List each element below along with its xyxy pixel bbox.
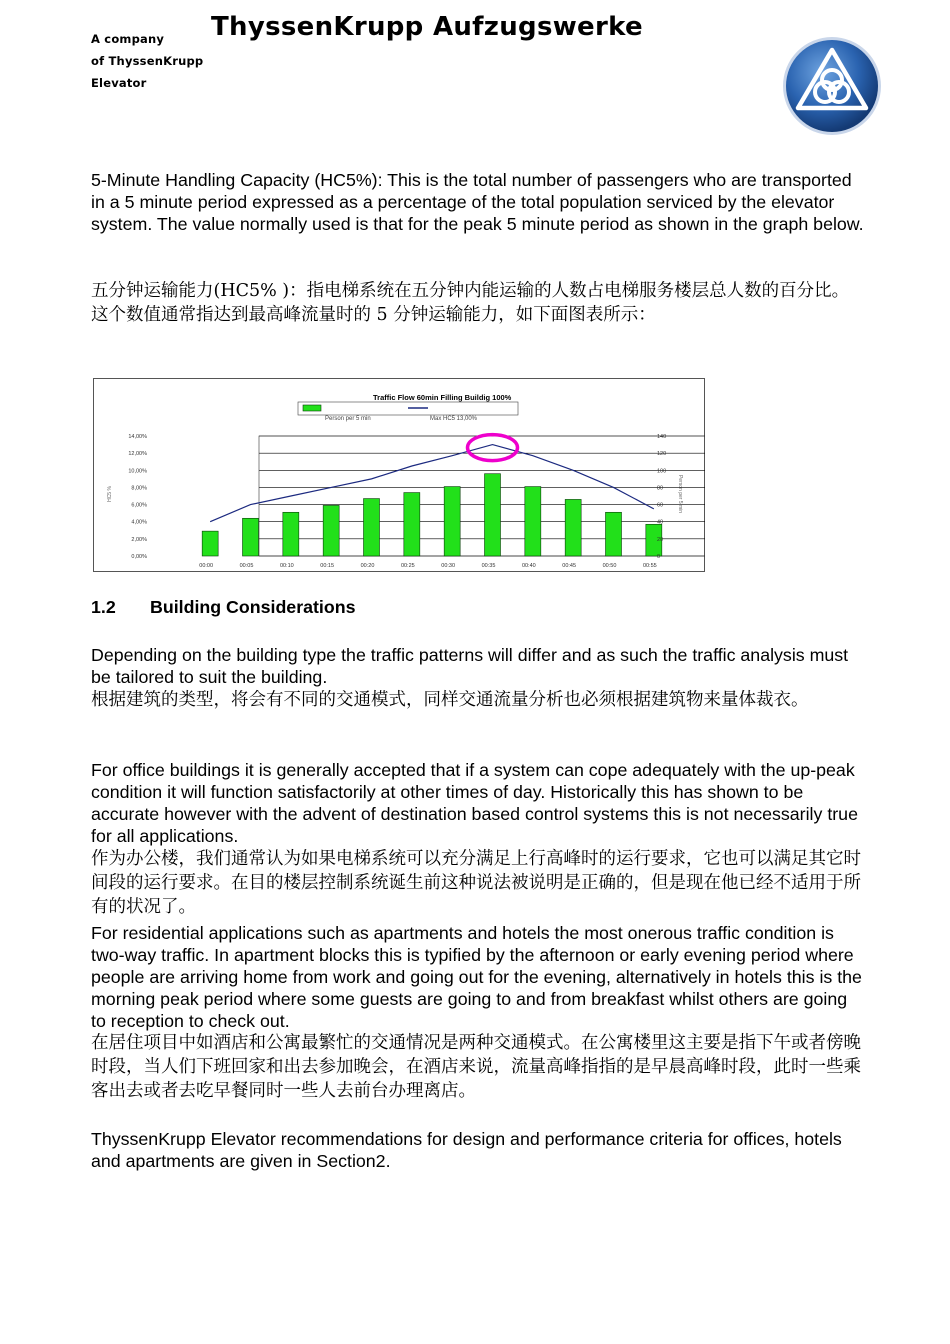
bar (202, 531, 218, 556)
chart-title: Traffic Flow 60min Filling Buildig 100% (373, 393, 512, 402)
y-tick-right: 40 (657, 519, 664, 526)
building-type-text-zh: 根据建筑的类型，将会有不同的交通模式，同样交通流量分析也必须根据建筑物来量体裁衣。 (91, 690, 809, 710)
hc5-definition-text: 5-Minute Handling Capacity (HC5%): This is the total number of passengers who are transported in a 5 minute period expressed as a percentage of the total population serviced by the elevator system. The value normally used is that for the peak 5 minute period as shown in the graph below. (91, 170, 864, 234)
y-axis-right-label: Person per 5 min (677, 474, 683, 514)
y-tick-left: 0,00% (131, 554, 147, 560)
y-tick-left: 8,00% (131, 485, 147, 492)
x-tick-label: 00:55 (642, 563, 657, 569)
bar (283, 512, 299, 556)
bar (525, 487, 541, 556)
x-tick-label: 00:40 (521, 563, 536, 569)
bar (323, 505, 339, 556)
company-line-2: of ThyssenKrupp (91, 54, 204, 68)
y-tick-left: 2,00% (131, 536, 147, 543)
legend-label-bars: Person per 5 min (325, 416, 371, 422)
office-building-text: For office buildings it is generally accepted that if a system can cope adequately with the up-peak condition it will function satisfactorily at other times of day. Historically this has shown to be accurate however with the advent of destination based control systems this is not necessarily true for all applications. (91, 760, 858, 846)
section-title: Building Considerations (150, 597, 356, 617)
company-line-3: Elevator (91, 76, 147, 90)
x-tick-label: 00:50 (602, 563, 617, 569)
y-tick-right: 140 (657, 434, 667, 440)
y-tick-right: 100 (657, 468, 667, 475)
bar (565, 499, 581, 556)
bar (444, 487, 460, 556)
section-number: 1.2 (91, 597, 116, 617)
y-tick-left: 12,00% (128, 451, 147, 458)
y-tick-right: 0 (657, 554, 661, 560)
y-tick-left: 4,00% (131, 519, 147, 526)
bar (364, 499, 380, 556)
bar (404, 493, 420, 556)
thyssenkrupp-logo-icon (782, 36, 882, 136)
residential-text-zh: 在居住项目中如酒店和公寓最繁忙的交通情况是两种交通模式。在公寓楼里这主要是指下午或者傍晚时段，当人们下班回家和出去参加晚会，在酒店来说，流量高峰指指的是早晨高峰时段，此时一些乘客出去或者去吃早餐同时一些人去前台办理离店。 (91, 1033, 861, 1101)
x-tick-label: 00:30 (441, 563, 456, 569)
y-tick-left: 6,00% (131, 502, 147, 509)
company-tagline (91, 28, 203, 94)
company-line-1: A company (91, 32, 165, 46)
y-axis-left-label: HC5 % (107, 486, 113, 502)
x-tick-label: 00:35 (481, 563, 496, 569)
x-tick-label: 00:20 (360, 563, 375, 569)
bar (243, 518, 259, 556)
x-tick-label: 00:45 (562, 563, 577, 569)
bar (485, 474, 501, 556)
office-building-text-zh: 作为办公楼，我们通常认为如果电梯系统可以充分满足上行高峰时的运行要求，它也可以满足其它时间段的运行要求。在目的楼层控制系统诞生前这种说法被说明是正确的，但是现在他已经不适用于所有的状况了。 (91, 849, 861, 917)
y-tick-right: 20 (657, 536, 664, 543)
x-tick-label: 00:00 (199, 563, 214, 569)
legend-bar-swatch (303, 405, 321, 411)
y-tick-right: 80 (657, 485, 664, 492)
x-tick-label: 00:25 (400, 563, 415, 569)
recommendations-text: ThyssenKrupp Elevator recommendations for design and performance criteria for offices, hotels and apartments are given in Section2. (91, 1129, 842, 1171)
x-tick-label: 00:05 (239, 563, 254, 569)
building-type-text: Depending on the building type the traffic patterns will differ and as such the traffic analysis must be tailored to suit the building. (91, 645, 849, 687)
y-tick-right: 60 (657, 502, 664, 509)
y-tick-left: 14,00% (128, 434, 147, 440)
section-heading (91, 597, 355, 618)
y-tick-right: 120 (657, 451, 667, 458)
brand-title: ThyssenKrupp Aufzugswerke (211, 12, 643, 42)
traffic-flow-chart (93, 378, 705, 572)
x-tick-label: 00:10 (279, 563, 294, 569)
hc5-definition-text-zh: 五分钟运输能力(HC5% )：指电梯系统在五分钟内能运输的人数占电梯服务楼层总人数的百分比。这个数值通常指达到最高峰流量时的 5 分钟运输能力，如下面图表所示： (91, 281, 850, 325)
bar (606, 512, 622, 556)
residential-text: For residential applications such as apartments and hotels the most onerous traffic condition is two-way traffic. In apartment blocks this is typified by the afternoon or early evening period where people are arriving home from work and going out for the evening, alternatively in hotels this is the morning peak period where some guests are going to and from breakfast whilst others are going to reception to check out. (91, 923, 862, 1031)
x-tick-label: 00:15 (320, 563, 335, 569)
legend-label-line: Max HC5 13,00% (430, 416, 478, 422)
y-tick-left: 10,00% (128, 468, 147, 475)
